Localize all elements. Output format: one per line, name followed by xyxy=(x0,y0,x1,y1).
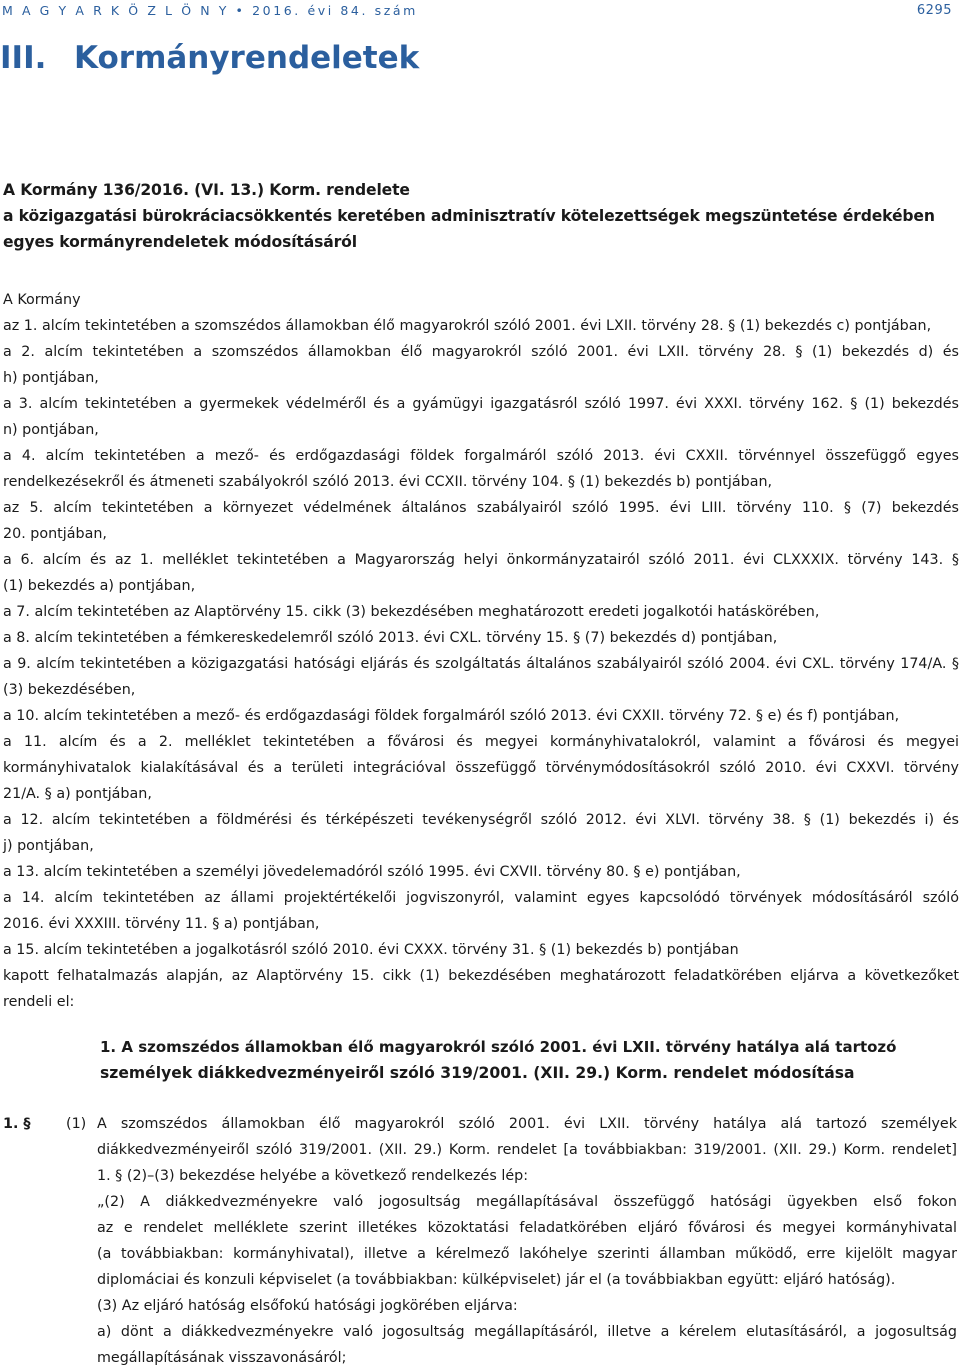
preamble-line: 21/A. § a) pontjában, xyxy=(3,786,152,802)
paragraph-text xyxy=(97,1111,957,1371)
subsection-number: (1) xyxy=(66,1116,87,1132)
preamble-line: a 10. alcím tekintetében a mező- és erdőgazdasági földek forgalmáról szóló 2013. évi CXXII. törvény 72. § e) és f) pontjában, xyxy=(3,708,900,724)
decree-title-line: A Kormány 136/2016. (VI. 13.) Korm. rendelete xyxy=(3,181,410,199)
running-header xyxy=(0,3,952,23)
preamble-line: a 4. alcím tekintetében a mező- és erdőgazdasági földek forgalmáról szóló 2013. évi CXXII. törvénnyel összefüggő egyes xyxy=(3,448,959,464)
preamble-line: a 12. alcím tekintetében a földmérési és térképészeti tevékenységről szóló 2012. évi XLVI. törvény 38. § (1) bekezdés i) és xyxy=(3,812,959,828)
paragraph-line: diákkedvezményeiről szóló 319/2001. (XII. 29.) Korm. rendelet [a továbbiakban: 319/2001. (XII. 29.) Korm. rendelet] xyxy=(97,1142,957,1158)
section-title-line: személyek diákkedvezményeiről szóló 319/2001. (XII. 29.) Korm. rendelet módosítása xyxy=(100,1064,855,1082)
chapter-number: III. xyxy=(0,40,47,76)
preamble-line: kapott felhatalmazás alapján, az Alaptörvény 15. cikk (1) bekezdésében meghatározott feladatkörében eljárva a következőket xyxy=(3,968,959,984)
preamble-line: a 13. alcím tekintetében a személyi jövedelemadóról szóló 1995. évi CXVII. törvény 80. § e) pontjában, xyxy=(3,864,741,880)
paragraph-line: megállapításának visszavonásáról; xyxy=(97,1350,347,1366)
preamble-line: rendelkezésekről és átmeneti szabályokról szóló 2013. évi CCXII. törvény 104. § (1) bekezdés b) pontjában, xyxy=(3,474,773,490)
paragraph-line: „(2) A diákkedvezményekre való jogosultság megállapításával összefüggő hatósági ügyekben első fokon xyxy=(97,1194,957,1210)
preamble-line: j) pontjában, xyxy=(3,838,94,854)
paragraph-line: diplomáciai és konzuli képviselet (a továbbiakban: külképviselet) jár el (a továbbiakban együtt: eljáró hatóság). xyxy=(97,1272,896,1288)
section-title xyxy=(100,1034,900,1086)
publication-name: M A G Y A R K Ö Z L Ö N Y • 2016. évi 84. szám xyxy=(2,3,418,18)
chapter-title: Kormányrendeletek xyxy=(74,40,420,76)
preamble-line: a 3. alcím tekintetében a gyermekek védelméről és a gyámügyi igazgatásról szóló 1997. évi XXXI. törvény 162. § (1) bekezdés xyxy=(3,396,959,412)
preamble-line: rendeli el: xyxy=(3,994,75,1010)
preamble-line: az 1. alcím tekintetében a szomszédos államokban élő magyarokról szóló 2001. évi LXII. törvény 28. § (1) bekezdés c) pontjában, xyxy=(3,318,932,334)
paragraph-line: a) dönt a diákkedvezményekre való jogosultság megállapításáról, illetve a kérelem elutasításáról, a jogosultság xyxy=(97,1324,957,1340)
decree-title xyxy=(3,177,958,255)
preamble-line: a 8. alcím tekintetében a fémkereskedelemről szóló 2013. évi CXL. törvény 15. § (7) bekezdés d) pontjában, xyxy=(3,630,778,646)
preamble-line: a 14. alcím tekintetében az állami projektértékelői jogviszonyról, valamint egyes kapcsolódó törvények módosításáról szóló xyxy=(3,890,959,906)
section-title-line: 1. A szomszédos államokban élő magyarokról szóló 2001. évi LXII. törvény hatálya alá tartozó xyxy=(100,1038,897,1056)
preamble-line: a 2. alcím tekintetében a szomszédos államokban élő magyarokról szóló 2001. évi LXII. törvény 28. § (1) bekezdés d) és xyxy=(3,344,959,360)
paragraph-line: (3) Az eljáró hatóság elsőfokú hatósági jogkörében eljárva: xyxy=(97,1298,518,1314)
preamble-line: az 5. alcím tekintetében a környezet védelmének általános szabályairól szóló 1995. évi LIII. törvény 110. § (7) bekezdés xyxy=(3,500,959,516)
preamble-line: 2016. évi XXXIII. törvény 11. § a) pontjában, xyxy=(3,916,320,932)
preamble-line: (1) bekezdés a) pontjában, xyxy=(3,578,196,594)
preamble-line: a 9. alcím tekintetében a közigazgatási hatósági eljárás és szolgáltatás általános szabályairól szóló 2004. évi CXL. törvény 174/A. § xyxy=(3,656,959,672)
preamble-line: kormányhivatalok kialakításával és a területi integrációval összefüggő törvénymódosításokról szóló 2010. évi CXXVI. törvény xyxy=(3,760,959,776)
chapter-heading xyxy=(0,40,419,76)
preamble-line: a 15. alcím tekintetében a jogalkotásról szóló 2010. évi CXXX. törvény 31. § (1) bekezdés b) pontjában xyxy=(3,942,739,958)
preamble-line: 20. pontjában, xyxy=(3,526,107,542)
preamble-line: a 7. alcím tekintetében az Alaptörvény 15. cikk (3) bekezdésében meghatározott eredeti jogalkotói hatáskörében, xyxy=(3,604,820,620)
preamble-line: a 11. alcím és a 2. melléklet tekintetében a fővárosi és megyei kormányhivatalokról, valamint a fővárosi és megyei xyxy=(3,734,959,750)
preamble-line: (3) bekezdésében, xyxy=(3,682,136,698)
paragraph-line: az e rendelet melléklete szerint illetékes közoktatási feladatkörében eljáró fővárosi és megyei kormányhivatal xyxy=(97,1220,957,1236)
preamble-line: A Kormány xyxy=(3,292,81,308)
paragraph-line: (a továbbiakban: kormányhivatal), illetve a kérelmező lakóhelye szerinti államban működő, erre kijelölt magyar xyxy=(97,1246,957,1262)
paragraph-line: A szomszédos államokban élő magyarokról szóló 2001. évi LXII. törvény hatálya alá tartozó személyek xyxy=(97,1116,957,1132)
decree-title-line: a közigazgatási bürokráciacsökkentés keretében adminisztratív kötelezettségek megszüntetése érdekében xyxy=(3,207,935,225)
page-number: 6295 xyxy=(916,3,952,18)
paragraph-marker: 1. § xyxy=(3,1116,31,1132)
paragraph-line: 1. § (2)–(3) bekezdése helyébe a következő rendelkezés lép: xyxy=(97,1168,529,1184)
decree-title-line: egyes kormányrendeletek módosításáról xyxy=(3,233,357,251)
preamble xyxy=(3,287,959,1015)
preamble-line: n) pontjában, xyxy=(3,422,99,438)
preamble-line: a 6. alcím és az 1. melléklet tekintetében a Magyarország helyi önkormányzatairól szóló 2011. évi CLXXXIX. törvény 143. § xyxy=(3,552,959,568)
preamble-line: h) pontjában, xyxy=(3,370,99,386)
